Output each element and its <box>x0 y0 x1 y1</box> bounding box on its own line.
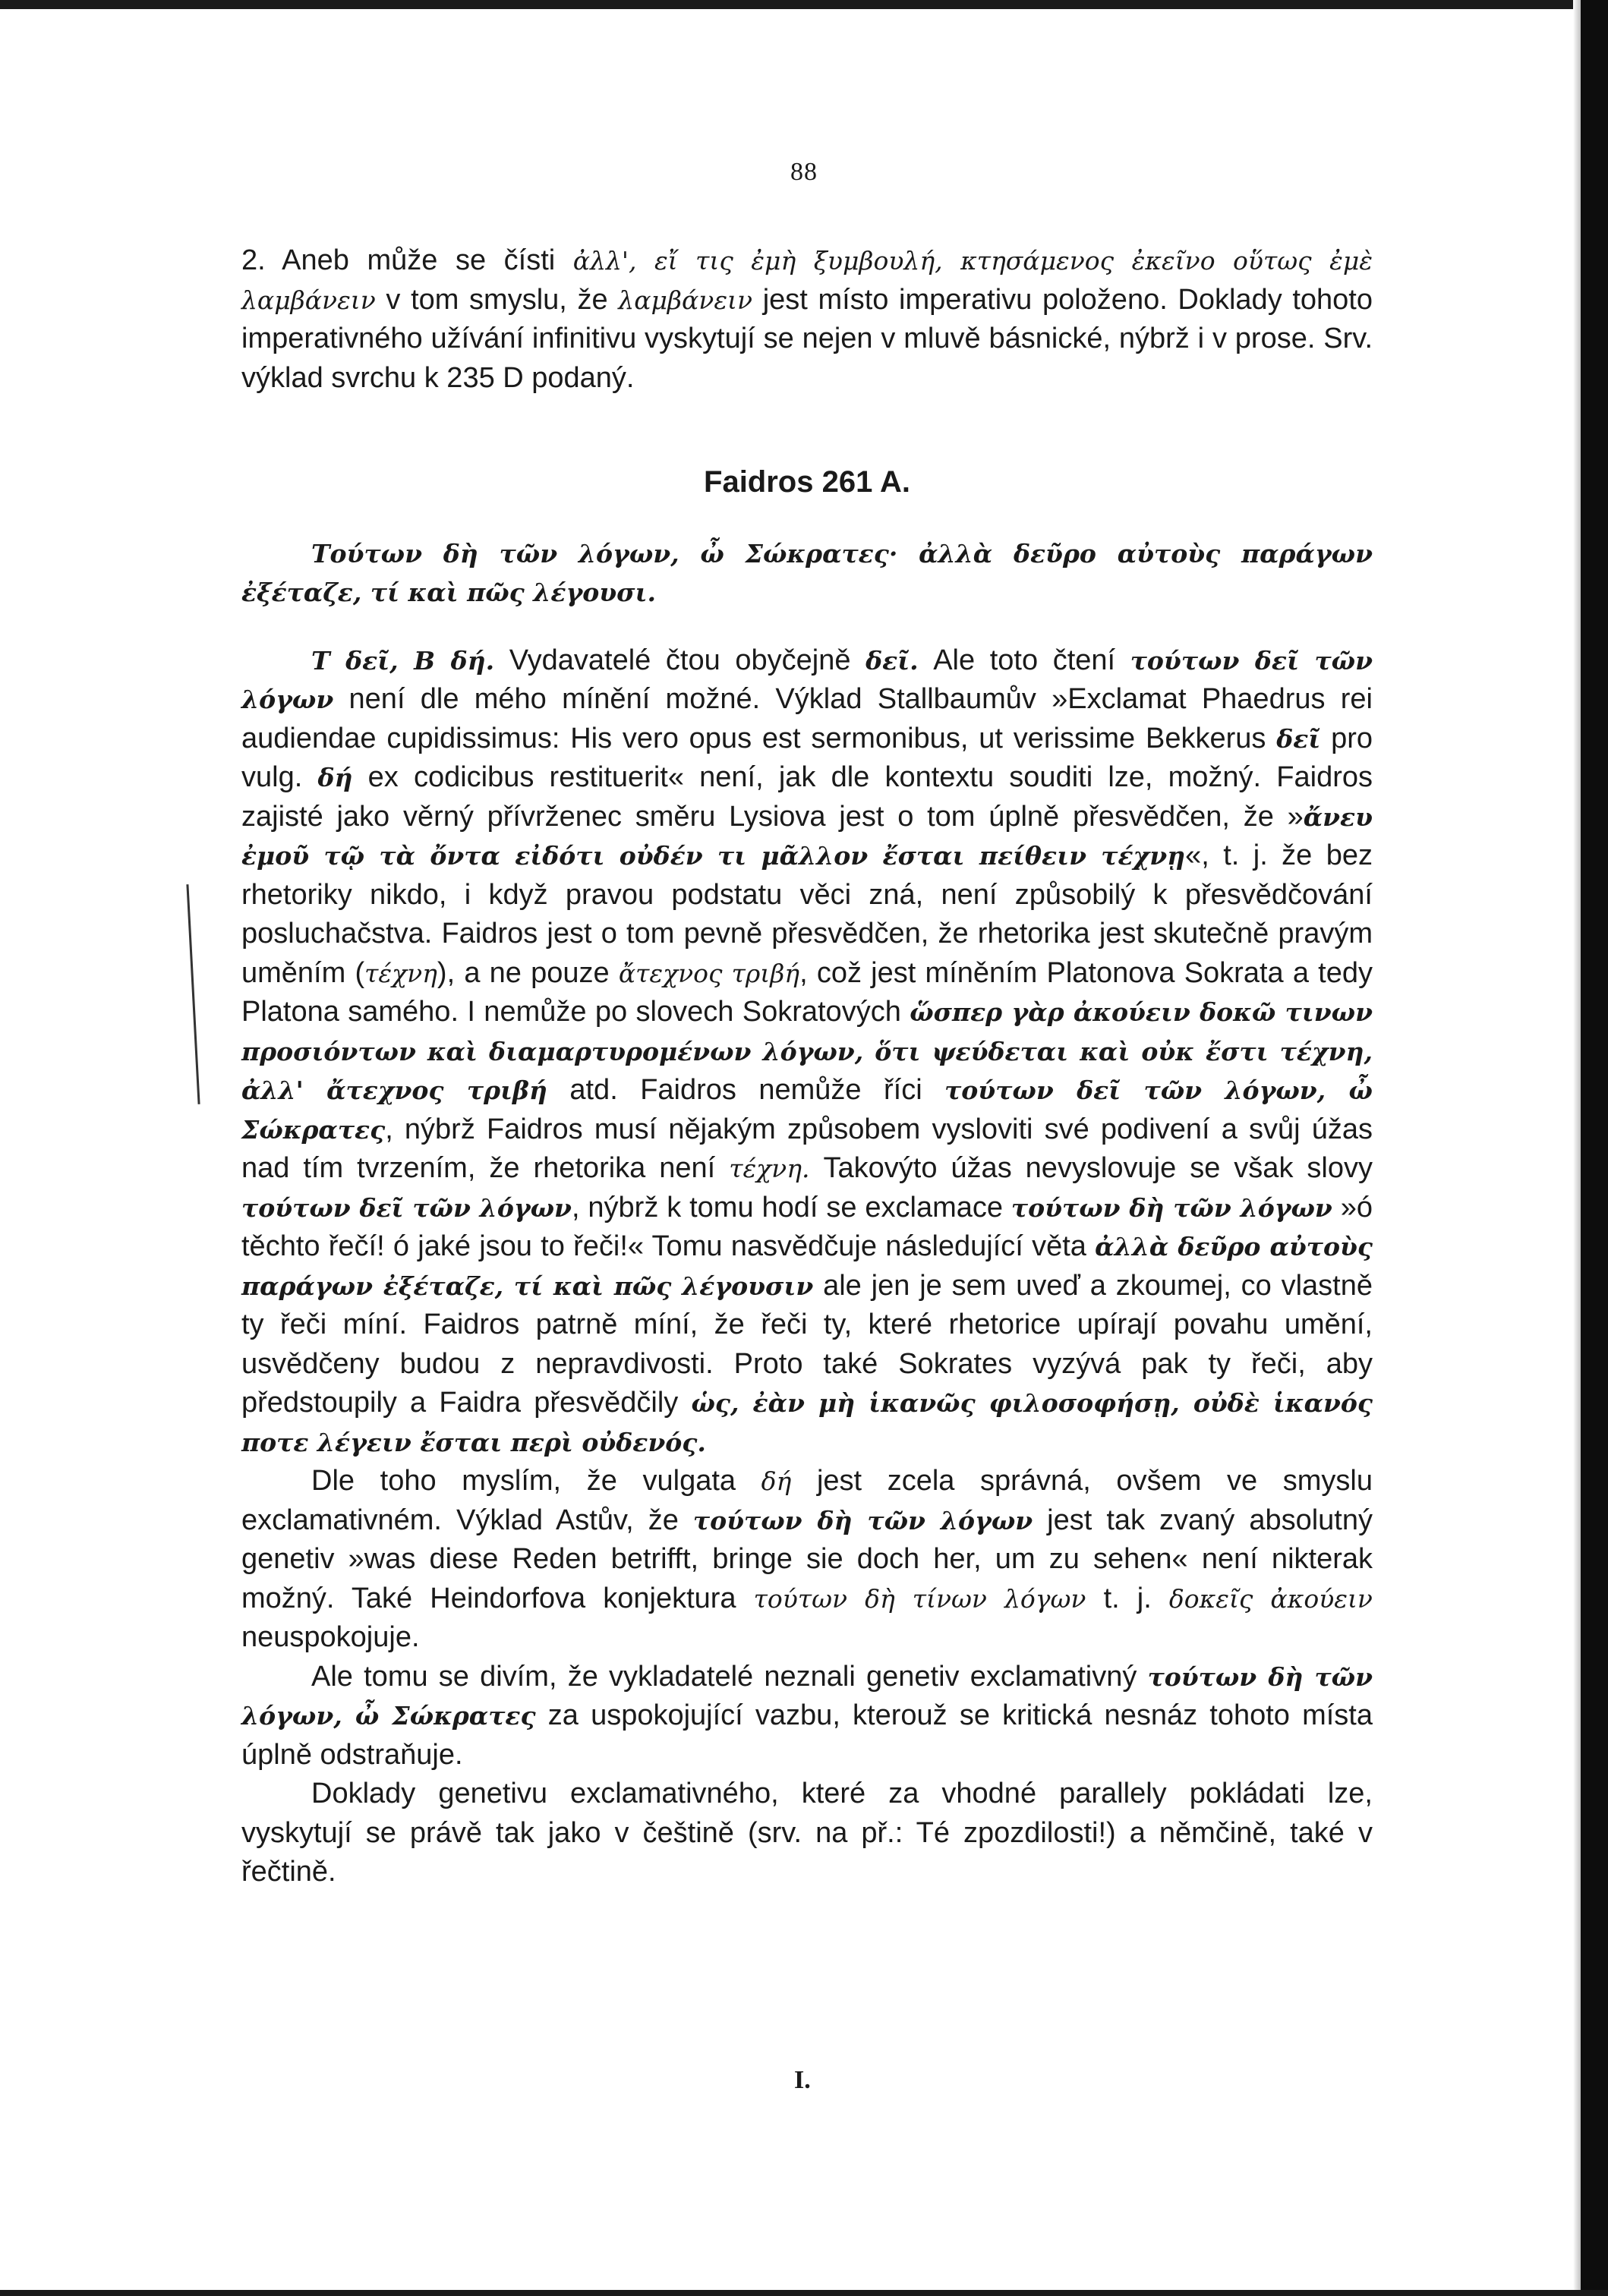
paragraph-3: Dle toho myslím, že vulgata δή jest zcela správná, ovšem ve smyslu exclamativném. Výklad Astův, že τούτων δὴ τῶν λόγων jest tak zvaný absolutný genetiv »was diese Reden betrifft, bringe sie doch her, um zu sehen« není nikterak možný. Také Heindorfova konjektura τούτων δὴ τίνων λόγων t. j. δοκεῖς ἀκούειν neuspokojuje. <box>241 1465 1373 1653</box>
greek-quote: Τούτων δὴ τῶν λόγων, ὦ Σώκρατες· ἀλλὰ δεῦρο αὐτοὺς παράγων ἐξέταζε, τί καὶ πῶς λέγουσι. <box>241 538 1373 607</box>
paragraph-1: 2. Aneb může se čísti ἀλλ', εἴ τις ἐμὴ ξυμβουλή, κτησάμενος ἐκεῖνο οὕτως ἐμὲ λαμβάνειν v tom smyslu, že λαμβάνειν jest místo imperativu položeno. Doklady tohoto imperativného užívání infinitivu vyskytují se nejen v mluvě básnické, nýbrž i v prose. Srv. výklad svrchu k 235 D podaný. <box>241 244 1373 394</box>
scan-border-right <box>1581 0 1608 2296</box>
scan-border-bottom <box>0 2290 1608 2296</box>
margin-pencil-mark <box>186 884 200 1104</box>
paragraph-2: T δεῖ, B δή. Vydavatelé čtou obyčejně δεῖ. Ale toto čtení τούτων δεῖ τῶν λόγων není dle mého mínění možné. Výklad Stallbaumův »Exclamat Phaedrus rei audiendae cupidissimus: His vero opus est sermonibus, ut verissime Bekkerus δεῖ pro vulg. δή ex codicibus restituerit« není, jak dle kontextu souditi lze, možný. Faidros zajisté jako věrný přívrženec směru Lysiova jest o tom úplně přesvědčen, že »ἄνευ ἐμοῦ τῷ τὰ ὄντα εἰδότι οὐδέν τι μᾶλλον ἔσται πείθειν τέχνῃ«, t. j. že bez rhetoriky nikdo, i když pravou podstatu věci zná, není způsobilý k přesvědčování posluchačstva. Faidros jest o tom pevně přesvědčen, že rhetorika jest skutečně pravým uměním (τέχνη), a ne pouze ἄτεχνος τριβή, což jest míněním Platonova Sokrata a tedy Platona samého. I nemůže po slovech Sokratových ὥσπερ γὰρ ἀκούειν δοκῶ τινων προσιόντων καὶ διαμαρτυρομένων λόγων, ὅτι ψεύδεται καὶ οὐκ ἔστι τέχνη, ἀλλ' ἄτεχνος τριβή atd. Faidros nemůže říci τούτων δεῖ τῶν λόγων, ὦ Σώκρατες, nýbrž Faidros musí nějakým způsobem vysloviti své podivení a svůj úžas nad tím tvrzením, že rhetorika není τέχνη. Takovýto úžas nevyslovuje se však slovy τούτων δεῖ τῶν λόγων, nýbrž k tomu hodí se exclamace τούτων δὴ τῶν λόγων »ó těchto řečí! ó jaké jsou to řeči!« Tomu nasvědčuje následující věta ἀλλὰ δεῦρο αὐτοὺς παράγων ἐξέταζε, τί καὶ πῶς λέγουσιν ale jen je sem uveď a zkoumej, co vlastně ty řeči míní. Faidros patrně míní, že řeči ty, které rhetorice upírají povahu umění, usvědčeny budou z nepravdivosti. Proto také Sokrates vyzývá pak ty řeči, aby předstoupily a Faidra přesvědčily ὡς, ἐὰν μὴ ἱκανῶς φιλοσοφήσῃ, οὐδὲ ἱκανός ποτε λέγειν ἔσται περὶ οὐδενός. <box>241 644 1373 1457</box>
section-heading: Faidros 261 A. <box>704 465 910 499</box>
paragraph-4: Ale tomu se divím, že vykladatelé neznali genetiv exclamativný τούτων δὴ τῶν λόγων, ὦ Σώκρατες za uspokojující vazbu, kterouž se kritická nesnáz tohoto místa úplně odstraňuje. <box>241 1660 1373 1771</box>
scan-edge-shadow <box>1573 0 1581 2296</box>
scan-border-top <box>0 0 1608 9</box>
paragraph-5: Doklady genetivu exclamativného, které za vhodné parallely pokládati lze, vyskytují se právě tak jako v češtině (srv. na př.: Té zpozdilosti!) a němčině, také v řečtině. <box>241 1778 1373 1888</box>
page-number: 88 <box>790 158 818 186</box>
signature-mark: I. <box>794 2066 811 2094</box>
page-body <box>241 241 1373 1892</box>
